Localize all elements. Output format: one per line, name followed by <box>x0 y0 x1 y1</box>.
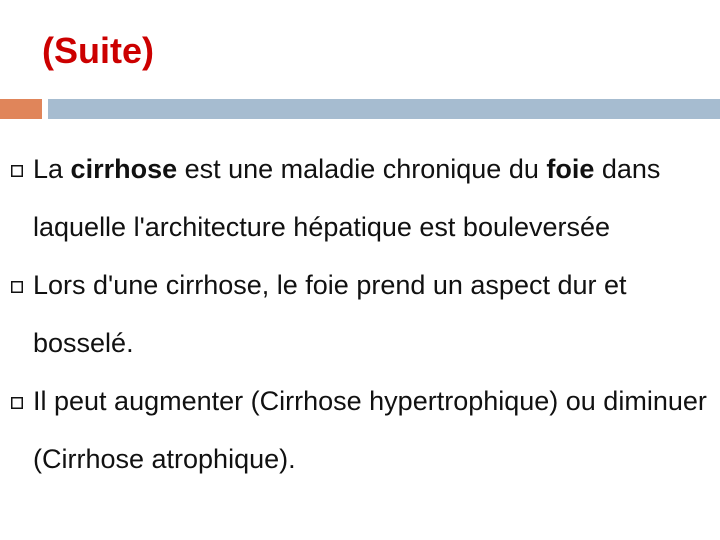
square-bullet-icon <box>11 397 23 409</box>
bullet-item <box>0 256 720 372</box>
title-accent-bar <box>0 99 42 119</box>
title-rule-bar <box>48 99 720 119</box>
bullet-text <box>33 140 712 256</box>
bullet-text-segment: est une maladie chronique du <box>177 154 547 184</box>
bullet-text <box>33 372 712 488</box>
bullet-text-segment: dans laquelle l'architecture hépatique est bouleversée <box>33 154 661 242</box>
square-bullet-icon <box>11 165 23 177</box>
bullet-text-segment: Lors d'une cirrhose, le foie prend un aspect dur et bosselé. <box>33 270 627 358</box>
bullet-text-segment: Il peut augmenter (Cirrhose hypertrophique) ou diminuer (Cirrhose atrophique). <box>33 386 707 474</box>
bullet-list <box>0 140 720 488</box>
bullet-text-segment: La <box>33 154 71 184</box>
square-bullet-icon <box>11 281 23 293</box>
bullet-item <box>0 372 720 488</box>
bullet-item <box>0 140 720 256</box>
bullet-text <box>33 256 712 372</box>
bullet-keyword-cirrhose: cirrhose <box>70 154 178 184</box>
bullet-keyword-foie: foie <box>546 154 595 184</box>
slide-title: (Suite) <box>42 30 154 71</box>
